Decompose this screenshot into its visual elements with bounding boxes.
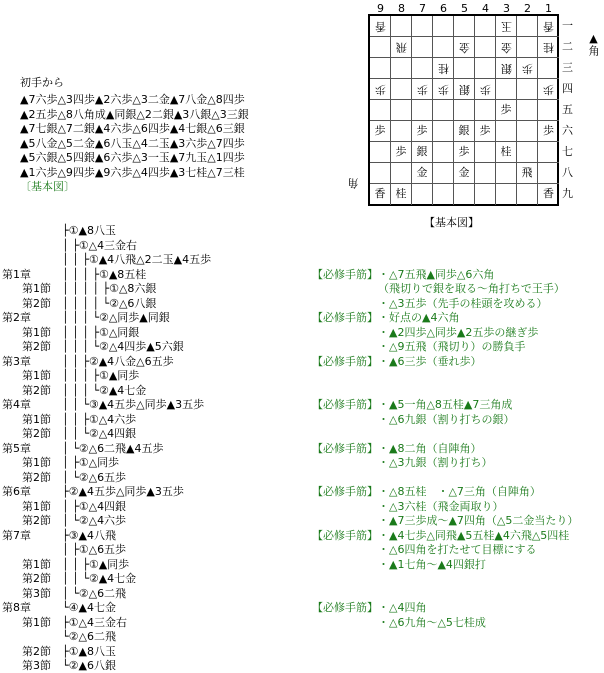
- technique-note: ・▲2四歩△同歩▲2五歩の継ぎ歩: [378, 325, 539, 339]
- required-technique-tag: 【必修手筋】: [312, 267, 378, 281]
- file-label: 4: [482, 2, 489, 15]
- rank-label: 九: [562, 187, 573, 200]
- section-label: 第2節: [22, 470, 51, 484]
- board-cell: [538, 79, 559, 100]
- board-cell: [433, 58, 454, 79]
- board-cell: [538, 58, 559, 79]
- base-figure-label: 〔基本図〕: [20, 180, 75, 193]
- board-cell: 飛: [517, 163, 538, 184]
- board-cell: [475, 163, 496, 184]
- board-cell: [517, 37, 538, 58]
- gote-piece: 銀: [500, 62, 512, 75]
- rank-label: 八: [562, 166, 573, 179]
- board-cell: [496, 79, 517, 100]
- board-cell: [391, 37, 412, 58]
- technique-note: ・▲1七角～▲4四銀打: [378, 557, 486, 571]
- board-cell: [496, 58, 517, 79]
- shogi-board: [368, 14, 559, 206]
- required-technique-tag: 【必修手筋】: [312, 441, 378, 455]
- board-cell: 銀: [412, 142, 433, 163]
- tree-branch: │ │ └②△4四銀: [62, 427, 137, 440]
- technique-note: ・△6九銀（割り打ちの銀）: [378, 412, 515, 426]
- gote-piece: 歩: [437, 83, 449, 96]
- board-cell: [475, 58, 496, 79]
- board-cell: [391, 163, 412, 184]
- technique-note: ・▲6三歩（垂れ歩）: [378, 354, 482, 368]
- board-cell: [370, 79, 391, 100]
- board-cell: [454, 79, 475, 100]
- rank-label: 四: [562, 82, 573, 95]
- section-label: 第1節: [22, 456, 51, 469]
- board-cell: 香: [543, 187, 554, 200]
- gote-piece: 歩: [416, 83, 428, 96]
- intro-move-line: ▲5八金△5二金▲6八玉△4二玉▲3六歩△7四歩: [20, 136, 245, 150]
- technique-note: ・△3六桂（飛金両取り）: [378, 499, 504, 513]
- tree-branch: │ ├①△4四銀: [62, 499, 127, 513]
- tree-branch: │ │ ├①△4六歩: [62, 412, 137, 426]
- tree-branch: │ │ │ ├①▲同歩: [62, 369, 140, 382]
- board-cell: [517, 184, 538, 205]
- board-cell: 歩: [454, 142, 475, 163]
- board-cell: 香: [370, 184, 391, 205]
- board-cell: [517, 100, 538, 121]
- gote-hand: 角: [347, 178, 360, 189]
- tree-branch: │ │ │ └②△4四歩▲5六銀: [62, 340, 184, 353]
- tree-branch: │ ├①△4三金右: [62, 238, 138, 252]
- tree-branch: ├①▲8八玉: [62, 224, 116, 237]
- gote-piece: 桂: [437, 62, 449, 75]
- section-label: 第1節: [22, 412, 51, 426]
- gote-piece: 歩: [479, 83, 491, 96]
- board-cell: [475, 184, 496, 205]
- board-cell: 金: [454, 163, 475, 184]
- file-label: 1: [545, 2, 552, 15]
- tree-branch: │ └②△6二飛: [62, 586, 127, 600]
- board-cell: [433, 142, 454, 163]
- section-label: 第2節: [22, 514, 51, 527]
- tree-branch: ├①▲8八玉: [62, 644, 116, 658]
- board-cell: [517, 16, 538, 37]
- board-cell: [370, 37, 391, 58]
- tree-branch: │ │ │ └②▲4七金: [62, 383, 147, 397]
- file-label: 3: [503, 2, 510, 15]
- chapter-label: 第4章: [2, 398, 31, 411]
- board-cell: [391, 58, 412, 79]
- board-cell: [412, 58, 433, 79]
- rank-label: 二: [562, 40, 573, 53]
- chapter-label: 第5章: [2, 441, 31, 455]
- required-technique-tag: 【必修手筋】: [312, 528, 378, 542]
- section-label: 第2節: [22, 340, 51, 353]
- board-cell: [433, 121, 454, 142]
- section-label: 第2節: [22, 383, 51, 397]
- tree-branch: │ └②△6五歩: [62, 470, 127, 484]
- tree-branch: │ │ │ │ ├①△8六銀: [62, 282, 157, 295]
- technique-note: ・▲7三歩成～▲7四角（△5二金当たり）: [378, 514, 579, 527]
- tree-branch: │ │ └②▲4七金: [62, 572, 137, 585]
- file-label: 9: [377, 2, 384, 15]
- board-cell: [370, 100, 391, 121]
- board-cell: [391, 16, 412, 37]
- board-cell: [454, 58, 475, 79]
- board-cell: [370, 163, 391, 184]
- board-cell: [433, 184, 454, 205]
- intro-move-line: ▲7六歩△3四歩▲2六歩△3二金▲7八金△8四歩: [20, 93, 245, 106]
- tree-branch: │ │ │ ├①△同銀: [62, 325, 140, 339]
- board-cell: 歩: [496, 100, 517, 121]
- tree-branch: │ │ │ │ └②△6八銀: [62, 296, 157, 310]
- required-technique-tag: 【必修手筋】: [312, 398, 378, 411]
- board-cell: [475, 79, 496, 100]
- intro-move-line: ▲2五歩△8八角成▲同銀△2二銀▲3八銀△3三銀: [20, 107, 249, 121]
- gote-piece: 歩: [543, 83, 554, 96]
- board-cell: [412, 100, 433, 121]
- tree-branch: │ │ ├①▲4八飛△2二玉▲4五歩: [62, 253, 212, 266]
- technique-note: ・△6九角～△5七桂成: [378, 615, 486, 629]
- technique-note: ・▲4七歩△同飛▲5五桂▲4六飛△5四桂: [378, 528, 570, 542]
- tree-branch: │ └②△6二飛▲4五歩: [62, 441, 164, 455]
- rank-label: 七: [562, 145, 573, 158]
- board-cell: 歩: [391, 142, 412, 163]
- board-cell: [538, 100, 559, 121]
- gote-piece: 玉: [500, 20, 512, 33]
- section-label: 第3節: [22, 659, 51, 672]
- board-cell: [370, 58, 391, 79]
- section-label: 第2節: [22, 572, 51, 585]
- technique-note: ・△3五歩（先手の桂頭を攻める）: [378, 296, 548, 310]
- board-cell: [391, 79, 412, 100]
- intro-move-line: ▲7七銀△7二銀▲4六歩△6四歩▲4七銀△6三銀: [20, 122, 245, 135]
- file-label: 7: [419, 2, 426, 15]
- board-cell: [496, 163, 517, 184]
- technique-note: ・△3九銀（割り打ち）: [378, 456, 493, 469]
- intro-move-line: ▲1六歩△9四歩▲9六歩△4四歩▲3七桂△7三桂: [20, 165, 245, 179]
- section-label: 第1節: [22, 282, 51, 295]
- board-caption: 【基本図】: [424, 216, 479, 229]
- board-cell: 歩: [412, 121, 433, 142]
- board-cell: [496, 184, 517, 205]
- file-label: 2: [524, 2, 531, 15]
- section-label: 第1節: [22, 615, 51, 629]
- section-label: 第1節: [22, 369, 51, 382]
- board-cell: [538, 163, 559, 184]
- sente-hand: ▲角: [587, 32, 600, 56]
- technique-note: ・△7五飛▲同歩△6六角: [378, 267, 495, 281]
- board-cell: 銀: [454, 121, 475, 142]
- intro-title: 初手から: [20, 76, 64, 89]
- required-technique-tag: 【必修手筋】: [312, 601, 378, 614]
- board-cell: [370, 16, 391, 37]
- section-label: 第2節: [22, 644, 51, 658]
- board-cell: [538, 37, 559, 58]
- gote-piece: 香: [543, 20, 554, 33]
- required-technique-tag: 【必修手筋】: [312, 311, 378, 324]
- tree-branch: ├①△4三金右: [62, 615, 127, 629]
- board-cell: [454, 100, 475, 121]
- gote-piece: 金: [458, 41, 470, 54]
- rank-label: 三: [562, 61, 573, 74]
- chapter-label: 第2章: [2, 311, 31, 324]
- board-cell: [433, 163, 454, 184]
- rank-label: 一: [562, 19, 573, 32]
- board-cell: 歩: [475, 121, 496, 142]
- board-cell: [433, 37, 454, 58]
- technique-note: （飛切りで銀を取る～角打ちで王手）: [378, 282, 565, 295]
- gote-piece: 香: [374, 20, 386, 33]
- technique-note: ・△4四角: [378, 601, 427, 614]
- board-cell: [412, 79, 433, 100]
- section-label: 第1節: [22, 499, 51, 513]
- tree-branch: │ └②△4六歩: [62, 514, 127, 527]
- board-cell: 桂: [391, 184, 412, 205]
- gote-piece: 金: [500, 41, 512, 54]
- file-label: 8: [398, 2, 405, 15]
- board-cell: [517, 142, 538, 163]
- board-cell: [454, 37, 475, 58]
- tree-branch: │ │ │ └②△同歩▲同銀: [62, 311, 170, 324]
- tree-branch: ├②▲4五歩△同歩▲3五歩: [62, 485, 184, 498]
- section-label: 第1節: [22, 557, 51, 571]
- section-label: 第1節: [22, 325, 51, 339]
- section-label: 第2節: [22, 427, 51, 440]
- gote-piece: 桂: [543, 41, 554, 54]
- board-cell: [475, 100, 496, 121]
- tree-branch: ├③▲4八飛: [62, 528, 116, 542]
- required-technique-tag: 【必修手筋】: [312, 354, 378, 368]
- board-cell: 歩: [370, 121, 391, 142]
- board-cell: [496, 121, 517, 142]
- chapter-label: 第7章: [2, 528, 31, 542]
- chapter-label: 第1章: [2, 267, 31, 281]
- board-cell: 桂: [496, 142, 517, 163]
- tree-branch: └②△6二飛: [62, 630, 116, 643]
- chapter-label: 第6章: [2, 485, 31, 498]
- board-cell: [412, 184, 433, 205]
- required-technique-tag: 【必修手筋】: [312, 485, 378, 498]
- intro-move-line: ▲5六銀△5四銀▲6六歩△3一玉▲7九玉△1四歩: [20, 151, 245, 164]
- file-label: 5: [461, 2, 468, 15]
- technique-note: ・▲8二角（自陣角）: [378, 441, 482, 455]
- section-label: 第3節: [22, 586, 51, 600]
- tree-branch: └②▲6八銀: [62, 659, 116, 672]
- section-label: 第2節: [22, 296, 51, 310]
- tree-branch: │ ├①△6五歩: [62, 543, 127, 556]
- technique-note: ・△8五桂 ・△7三角（自陣角）: [378, 485, 541, 498]
- board-cell: [433, 79, 454, 100]
- rank-label: 六: [562, 124, 573, 137]
- board-cell: [433, 100, 454, 121]
- tree-branch: │ ├①△同歩: [62, 456, 120, 469]
- file-label: 6: [440, 2, 447, 15]
- board-cell: 金: [412, 163, 433, 184]
- board-cell: [496, 16, 517, 37]
- board-cell: [475, 142, 496, 163]
- board-cell: [433, 16, 454, 37]
- board-cell: [454, 184, 475, 205]
- board-cell: [391, 100, 412, 121]
- chapter-label: 第8章: [2, 601, 31, 614]
- tree-branch: │ │ └③▲4五歩△同歩▲3五歩: [62, 398, 205, 411]
- board-cell: [475, 37, 496, 58]
- board-cell: 歩: [538, 121, 559, 142]
- board-cell: [412, 16, 433, 37]
- technique-note: ・△9五飛（飛切り）の勝負手: [378, 340, 526, 353]
- board-cell: [517, 121, 538, 142]
- gote-piece: 歩: [374, 83, 386, 96]
- tree-branch: └④▲4七金: [62, 601, 116, 614]
- tree-branch: │ │ ├②▲4八金△6五歩: [62, 354, 174, 368]
- tree-branch: │ │ ├①▲同歩: [62, 557, 130, 571]
- board-cell: [517, 79, 538, 100]
- technique-note: ・△6四角を打たせて目標にする: [378, 543, 537, 556]
- board-cell: [538, 142, 559, 163]
- board-cell: [370, 142, 391, 163]
- tree-branch: │ │ │ ├①▲8五桂: [62, 267, 147, 281]
- board-cell: [391, 121, 412, 142]
- technique-note: ・▲5一角△8五桂▲7三角成: [378, 398, 513, 411]
- rank-label: 五: [562, 103, 573, 116]
- board-cell: [454, 16, 475, 37]
- board-cell: [538, 16, 559, 37]
- board-cell: [412, 37, 433, 58]
- gote-piece: 歩: [521, 62, 533, 75]
- chapter-label: 第3章: [2, 354, 31, 368]
- gote-piece: 銀: [458, 83, 470, 96]
- board-cell: [517, 58, 538, 79]
- board-cell: [475, 16, 496, 37]
- board-cell: [496, 37, 517, 58]
- gote-piece: 飛: [395, 41, 407, 54]
- technique-note: ・好点の▲4六角: [378, 311, 460, 324]
